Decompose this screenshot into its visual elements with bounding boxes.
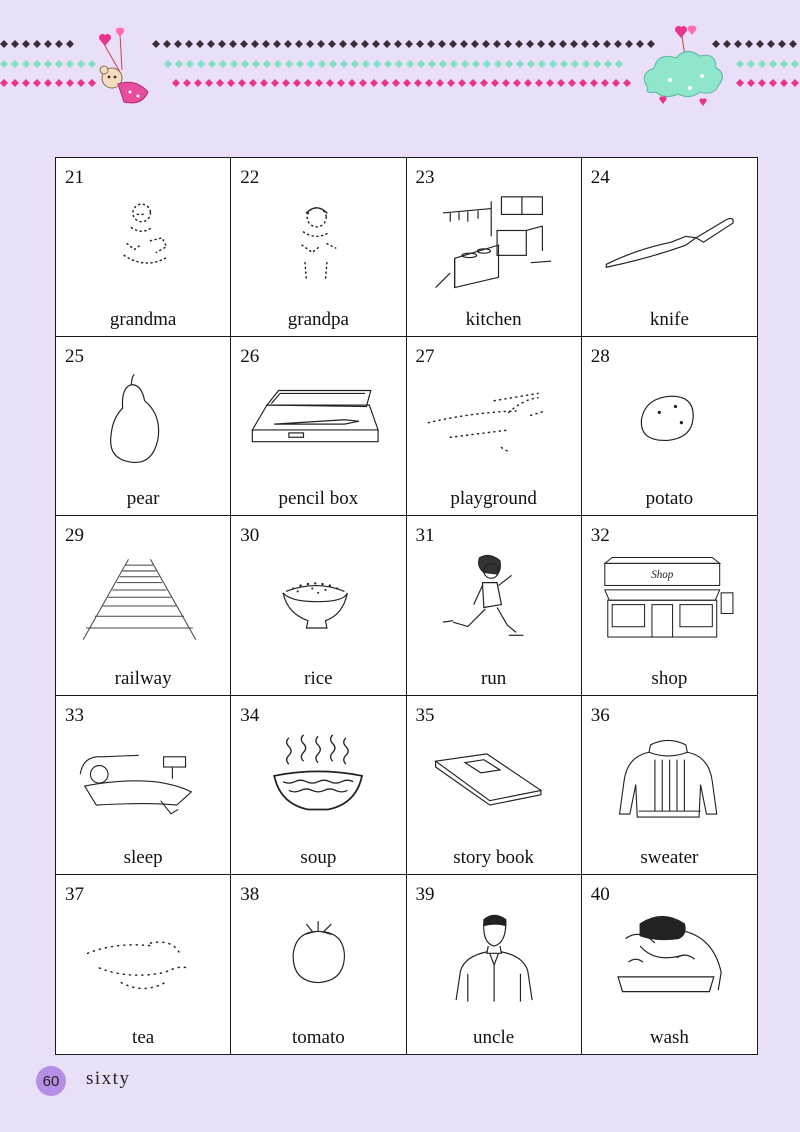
diamond-icon [747,60,755,68]
vocab-word: uncle [473,1026,515,1048]
diamond-icon [241,60,249,68]
diamond-icon [427,40,435,48]
diamond-icon [196,40,204,48]
vocab-card [582,158,757,337]
diamond-icon [274,60,282,68]
diamond-icon [172,79,180,87]
diamond-icon [625,40,633,48]
diamond-icon [494,60,502,68]
diamond-icon [307,60,315,68]
diamond-icon [395,60,403,68]
diamond-icon [33,79,41,87]
vocab-word: potato [645,488,694,510]
diamond-icon [460,40,468,48]
vocab-number: 28 [590,346,610,368]
diamond-icon [482,40,490,48]
diamond-icon [723,40,731,48]
diamond-icon [614,40,622,48]
diamond-icon [315,79,323,87]
diamond-icon [207,40,215,48]
vocab-card [56,516,231,695]
vocab-word: sleep [123,846,163,868]
diamond-icon [227,79,235,87]
diamond-icon [590,79,598,87]
diamond-icon [447,79,455,87]
diamond-icon [219,60,227,68]
vocab-card [407,337,582,516]
vocab-card [231,516,406,695]
vocab-number: 40 [590,883,610,905]
diamond-icon [295,40,303,48]
decorative-header-border [0,0,800,120]
vocab-card [56,337,231,516]
grandma-icon [70,176,216,304]
tea-icon [70,893,216,1021]
diamond-icon [174,40,182,48]
diamond-icon [11,60,19,68]
vocab-word: shop [651,667,688,689]
diamond-icon [22,60,30,68]
diamond-icon [524,79,532,87]
diamond-icon [791,60,799,68]
diamond-icon [66,40,74,48]
vocab-number: 39 [415,883,435,905]
diamond-icon [571,60,579,68]
vocab-word: pencil box [278,488,359,510]
cloud-balloon-icon [644,26,722,106]
diamond-icon [392,79,400,87]
diamond-icon [736,60,744,68]
diamond-icon [480,79,488,87]
vocab-card [407,696,582,875]
diamond-icon [0,40,8,48]
vocab-number: 35 [415,704,435,726]
diamond-icon [33,60,41,68]
vocab-word: soup [300,846,337,868]
vocab-number: 31 [415,525,435,547]
vocab-number: 33 [65,704,84,726]
shop-sign: Shop [650,569,674,582]
shop-icon [596,534,743,662]
diamond-icon [340,60,348,68]
diamond-icon [758,60,766,68]
diamond-icon [152,40,160,48]
diamond-icon [339,40,347,48]
diamond-icon [527,60,535,68]
diamond-icon [216,79,224,87]
diamond-icon [163,40,171,48]
diamond-icon [383,40,391,48]
diamond-icon [436,79,444,87]
diamond-icon [350,40,358,48]
uncle-icon [421,893,567,1021]
diamond-icon [483,60,491,68]
diamond-icon [403,79,411,87]
diamond-icon [197,60,205,68]
diamond-icon [262,40,270,48]
diamond-icon [537,40,545,48]
vocab-card [407,158,582,337]
diamond-icon [271,79,279,87]
diamond-icon [601,79,609,87]
diamond-icon [570,40,578,48]
diamond-icon [736,79,744,87]
vocab-word: railway [114,667,172,689]
diamond-icon [780,60,788,68]
potato-icon [596,355,743,483]
diamond-icon [263,60,271,68]
tomato-icon [245,893,391,1021]
vocab-number: 34 [240,704,260,726]
diamond-icon [359,79,367,87]
vocab-card [231,158,406,337]
diamond-icon [11,40,19,48]
diamond-icon [348,79,356,87]
diamond-icon [469,79,477,87]
vocab-card [56,875,231,1054]
diamond-icon [238,79,246,87]
vocab-word: wash [649,1026,689,1048]
diamond-icon [372,40,380,48]
diamond-icon [88,60,96,68]
diamond-icon [425,79,433,87]
diamond-icon [249,79,257,87]
vocab-number: 32 [590,525,610,547]
vocabulary-grid [55,157,758,1055]
diamond-icon [351,60,359,68]
diamond-icon [559,40,567,48]
knife-icon [596,176,743,304]
diamond-icon [745,40,753,48]
vocab-card [231,337,406,516]
diamond-icon [769,79,777,87]
diamond-icon [450,60,458,68]
diamond-icon [361,40,369,48]
diamond-icon [769,60,777,68]
diamond-icon [406,60,414,68]
vocab-word: knife [649,309,689,331]
diamond-icon [329,60,337,68]
diamond-icon [592,40,600,48]
vocab-number: 25 [65,346,84,368]
diamond-icon [458,79,466,87]
diamond-icon [579,79,587,87]
diamond-icon [439,60,447,68]
diamond-icon [44,79,52,87]
rice-icon [245,534,391,662]
diamond-icon [218,40,226,48]
pear-icon [70,355,216,483]
diamond-icon [526,40,534,48]
diamond-icon [593,60,601,68]
diamond-icon [780,79,788,87]
story-book-icon [421,714,567,842]
diamond-icon [568,79,576,87]
diamond-icon [623,79,631,87]
diamond-icon [604,60,612,68]
diamond-icon [384,60,392,68]
vocab-word: sweater [640,846,699,868]
diamond-icon [505,60,513,68]
diamond-icon [55,40,63,48]
diamond-icon [636,40,644,48]
diamond-icon [293,79,301,87]
vocab-number: 30 [240,525,260,547]
vocab-number: 29 [65,525,84,547]
bear-balloon-icon [99,28,148,103]
vocab-number: 37 [65,883,84,905]
diamond-icon [791,79,799,87]
diamond-icon [394,40,402,48]
diamond-icon [337,79,345,87]
vocab-word: grandpa [287,309,349,331]
diamond-icon [493,40,501,48]
diamond-icon [44,60,52,68]
vocab-number: 22 [240,167,260,188]
vocab-word: run [480,667,507,689]
kitchen-icon [421,176,567,304]
vocab-number: 36 [590,704,610,726]
diamond-icon [603,40,611,48]
diamond-icon [240,40,248,48]
diamond-icon [548,40,556,48]
diamond-icon [33,40,41,48]
diamond-icon [186,60,194,68]
vocab-card [56,158,231,337]
diamond-icon [767,40,775,48]
diamond-icon [285,60,293,68]
diamond-icon [208,60,216,68]
diamond-icon [546,79,554,87]
diamond-border-icon [0,0,800,120]
diamond-icon [175,60,183,68]
diamond-icon [164,60,172,68]
vocab-word: kitchen [465,309,522,331]
diamond-icon [615,60,623,68]
page-number-word: sixty [86,1068,131,1089]
playground-icon [421,355,567,483]
diamond-icon [373,60,381,68]
diamond-icon [0,60,8,68]
vocab-number: 27 [415,346,435,368]
diamond-icon [414,79,422,87]
diamond-icon [66,60,74,68]
vocab-card [407,516,582,695]
sleep-icon [70,714,216,842]
diamond-icon [428,60,436,68]
diamond-icon [535,79,543,87]
diamond-icon [284,40,292,48]
diamond-icon [515,40,523,48]
diamond-icon [405,40,413,48]
vocab-card [582,696,757,875]
diamond-icon [647,40,655,48]
vocab-word: tomato [291,1026,345,1048]
diamond-icon [185,40,193,48]
diamond-icon [183,79,191,87]
vocab-word: grandma [109,309,177,331]
grandpa-icon [245,176,391,304]
diamond-icon [77,60,85,68]
diamond-icon [55,79,63,87]
pencil-box-icon [245,355,391,483]
vocab-card [231,875,406,1054]
diamond-icon [789,40,797,48]
vocab-word: story book [453,846,534,868]
vocab-word: tea [132,1026,155,1048]
diamond-icon [317,40,325,48]
vocab-word: pear [126,488,160,510]
diamond-icon [304,79,312,87]
diamond-icon [370,79,378,87]
diamond-icon [260,79,268,87]
diamond-icon [22,79,30,87]
diamond-icon [252,60,260,68]
diamond-icon [438,40,446,48]
diamond-icon [417,60,425,68]
diamond-icon [55,60,63,68]
diamond-icon [549,60,557,68]
diamond-icon [318,60,326,68]
diamond-icon [88,79,96,87]
diamond-icon [734,40,742,48]
diamond-icon [229,40,237,48]
diamond-icon [251,40,259,48]
diamond-icon [194,79,202,87]
diamond-icon [560,60,568,68]
diamond-icon [328,40,336,48]
diamond-icon [416,40,424,48]
diamond-icon [273,40,281,48]
diamond-icon [296,60,304,68]
diamond-icon [491,79,499,87]
diamond-icon [516,60,524,68]
soup-icon [245,714,391,842]
vocab-number: 38 [240,883,260,905]
diamond-icon [582,60,590,68]
diamond-icon [758,79,766,87]
diamond-icon [381,79,389,87]
sweater-icon [596,714,743,842]
vocab-card [56,696,231,875]
diamond-icon [77,79,85,87]
diamond-icon [326,79,334,87]
vocab-card [582,337,757,516]
wash-icon [596,893,743,1021]
diamond-icon [11,79,19,87]
diamond-icon [756,40,764,48]
vocab-number: 24 [590,167,610,188]
diamond-icon [472,60,480,68]
diamond-icon [502,79,510,87]
vocab-number: 23 [415,167,435,188]
diamond-icon [44,40,52,48]
diamond-icon [362,60,370,68]
diamond-icon [22,40,30,48]
diamond-icon [778,40,786,48]
vocab-number: 21 [65,167,84,188]
diamond-icon [205,79,213,87]
vocab-word: rice [304,667,333,689]
vocab-card [582,875,757,1054]
diamond-icon [513,79,521,87]
diamond-icon [471,40,479,48]
diamond-icon [449,40,457,48]
vocab-number: 26 [240,346,260,368]
diamond-icon [747,79,755,87]
diamond-icon [504,40,512,48]
diamond-icon [712,40,720,48]
run-icon [421,534,567,662]
diamond-icon [306,40,314,48]
diamond-icon [612,79,620,87]
diamond-icon [66,79,74,87]
page-number-badge: 60 [36,1066,66,1096]
diamond-icon [538,60,546,68]
vocab-card [407,875,582,1054]
diamond-icon [581,40,589,48]
diamond-icon [230,60,238,68]
diamond-icon [0,79,8,87]
diamond-icon [461,60,469,68]
vocab-word: playground [450,488,537,510]
vocab-card [231,696,406,875]
railway-icon [70,534,216,662]
diamond-icon [557,79,565,87]
vocab-card [582,516,757,695]
diamond-icon [282,79,290,87]
